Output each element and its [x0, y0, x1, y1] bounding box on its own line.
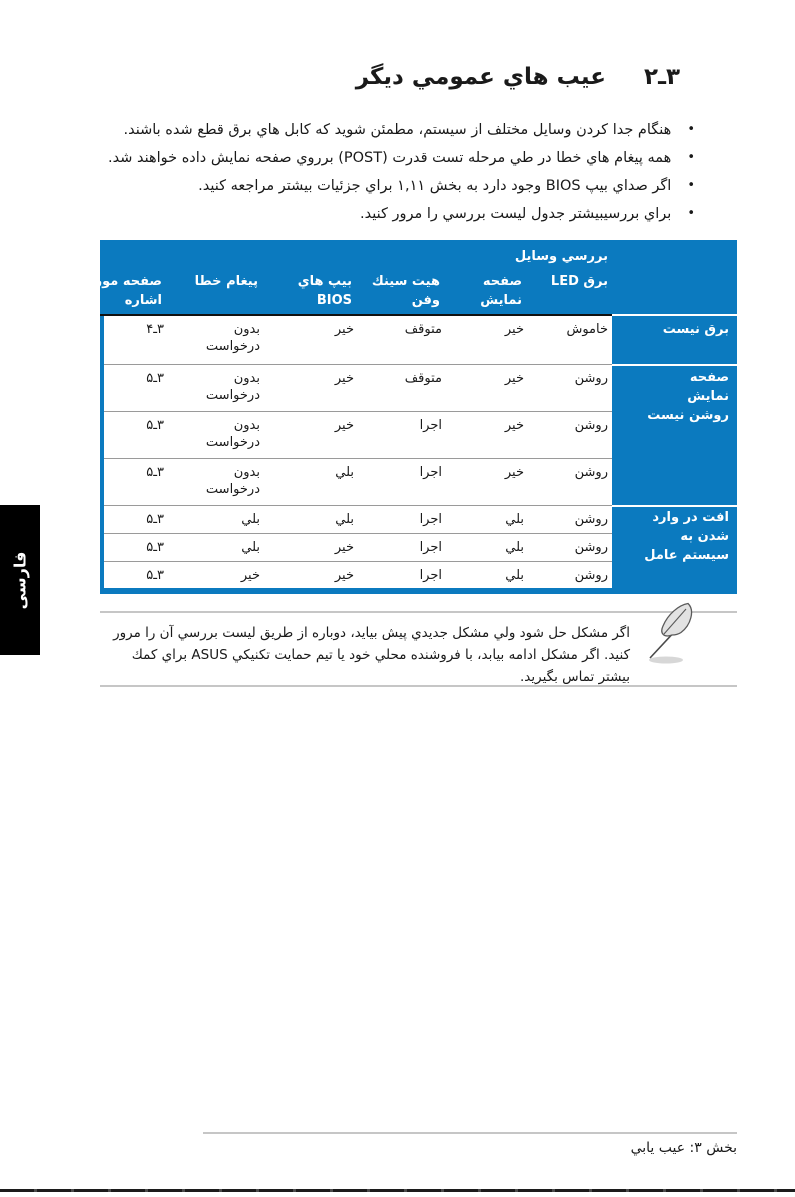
- group-label-line: روشن نيست: [647, 408, 729, 423]
- bullet-text: هنگام جدا كردن وسايل مختلف از سيستم، مطمئن شويد كه كابل هاي برق قطع شده باشند.: [123, 122, 672, 138]
- cell-heatsink: متوقف: [370, 364, 456, 411]
- cell-display: خير: [456, 364, 544, 411]
- cell-bios: خير: [282, 533, 370, 561]
- cell-error: بدون درخواست: [178, 458, 282, 505]
- cell-display: بلي: [456, 533, 544, 561]
- bullet-icon: •: [687, 122, 695, 137]
- language-tab-farsi: [0, 505, 40, 655]
- table-section-header: بررسي وسايل: [514, 249, 608, 264]
- footer-rule: [203, 1132, 737, 1134]
- column-header-line: اشاره: [124, 293, 162, 308]
- cell-led: روشن: [544, 505, 612, 533]
- cell-led: روشن: [544, 364, 612, 411]
- column-header-line: هيت سينك: [371, 274, 440, 289]
- bullet-item: [88, 205, 695, 223]
- cell-bios: خير: [282, 411, 370, 458]
- cell-display: بلي: [456, 561, 544, 588]
- group-label-line: افت در وارد: [652, 510, 729, 525]
- column-header-line: صفحه: [482, 274, 522, 289]
- bullet-text: همه پيغام هاي خطا در طي مرحله تست قدرت (POST) برروي صفحه نمايش داده خواهند شد.: [108, 150, 672, 166]
- bullet-icon: •: [687, 178, 695, 193]
- column-header-error-message: [195, 272, 258, 291]
- bullet-icon: •: [687, 206, 695, 221]
- row-group-label-os-boot-failure: [644, 508, 729, 565]
- column-header-line: وفن: [411, 293, 440, 308]
- cell-page-ref: ۳ـ۵: [104, 533, 178, 561]
- cell-display: بلي: [456, 505, 544, 533]
- cell-heatsink: اجرا: [370, 561, 456, 588]
- row-group-label-display-off: [647, 368, 729, 425]
- cell-page-ref: ۳ـ۵: [104, 458, 178, 505]
- cell-page-ref: ۳ـ۴: [146, 322, 164, 337]
- column-header-line: بيپ هاي: [297, 274, 352, 289]
- cell-bios: خير: [334, 322, 354, 337]
- bullet-item: [88, 177, 695, 195]
- group-label-line: صفحه: [689, 370, 729, 385]
- cell-led: روشن: [544, 458, 612, 505]
- column-header-line: صفحه مورد: [87, 274, 162, 289]
- group-label-line: نمايش: [687, 389, 729, 404]
- group-label-line: شدن به: [680, 529, 729, 544]
- cell-display: خير: [456, 458, 544, 505]
- table-body: [104, 316, 612, 588]
- cell-page-ref: ۳ـ۵: [104, 505, 178, 533]
- column-header-power-led: [551, 272, 608, 291]
- troubleshooting-table: [87, 240, 737, 594]
- page-title: عيب هاي عمومي ديگر: [355, 64, 607, 90]
- cell-error: بدون درخواست: [205, 322, 260, 354]
- bullet-text: اگر صداي بيپ BIOS وجود دارد به بخش ۱,۱۱ براي جزئيات بيشتر مراجعه كنيد.: [198, 178, 672, 194]
- bullet-text: براي بررسيبيشتر جدول ليست بررسي را مرور كنيد.: [359, 206, 672, 222]
- column-header-line: نمايش: [480, 293, 522, 308]
- row-group-label-no-power: [663, 320, 729, 339]
- cell-bios: خير: [282, 364, 370, 411]
- cell-led: روشن: [544, 533, 612, 561]
- quill-pen-icon: [641, 600, 703, 672]
- cell-page-ref: ۳ـ۵: [104, 411, 178, 458]
- cell-display: خير: [456, 411, 544, 458]
- cell-heatsink: اجرا: [370, 411, 456, 458]
- cell-page-ref: ۳ـ۵: [104, 364, 178, 411]
- cell-error: بلي: [178, 505, 282, 533]
- group-separator-line: [612, 364, 737, 366]
- group-label-line: برق نيست: [662, 322, 729, 337]
- footer-chapter-label: بخش ۳: عيب يابي: [630, 1140, 737, 1156]
- column-header-display: [480, 272, 522, 310]
- column-header-page-ref: [88, 272, 162, 310]
- language-tab-label: فارسی: [10, 551, 30, 609]
- page-edge-line: [0, 1189, 795, 1192]
- note-text: اگر مشكل حل شود ولي مشكل جديدي پيش بيايد، دوباره از طريق ليست بررسي آن را مرور كنيد. اگر مشكل ادامه بيابد، با فروشنده محلي خود يا تيم حمايت تكنيكي ASUS براي كمك بيشتر تماس بگيريد.: [113, 625, 630, 685]
- bullet-list: [88, 121, 695, 233]
- note-bottom-rule: [100, 685, 737, 687]
- section-number: ۳ـ۲: [644, 64, 680, 90]
- column-header-line: برق LED: [550, 274, 608, 289]
- group-label-line: سيستم عامل: [644, 548, 729, 563]
- cell-bios: بلي: [282, 458, 370, 505]
- bullet-item: [88, 149, 695, 167]
- cell-led: خاموش: [566, 322, 608, 337]
- cell-page-ref: ۳ـ۵: [104, 561, 178, 588]
- cell-display: خير: [504, 322, 524, 337]
- column-header-line: BIOS: [316, 293, 352, 308]
- cell-bios: خير: [282, 561, 370, 588]
- cell-bios: بلي: [282, 505, 370, 533]
- column-header-bios-beeps: [298, 272, 352, 310]
- cell-error: خير: [178, 561, 282, 588]
- cell-heatsink: اجرا: [370, 505, 456, 533]
- cell-error: بدون درخواست: [178, 364, 282, 411]
- column-header-line: پيغام خطا: [194, 274, 258, 289]
- cell-error: بلي: [178, 533, 282, 561]
- bullet-icon: •: [687, 150, 695, 165]
- group-separator-line: [612, 505, 737, 507]
- group-separator-line: [612, 314, 737, 316]
- cell-led: روشن: [544, 561, 612, 588]
- page-heading: [356, 64, 680, 90]
- cell-error: بدون درخواست: [178, 411, 282, 458]
- bullet-item: [88, 121, 695, 139]
- cell-heatsink: اجرا: [370, 458, 456, 505]
- cell-led: روشن: [544, 411, 612, 458]
- cell-heatsink: اجرا: [370, 533, 456, 561]
- cell-heatsink: متوقف: [404, 322, 442, 337]
- column-header-heatsink-fan: [372, 272, 440, 310]
